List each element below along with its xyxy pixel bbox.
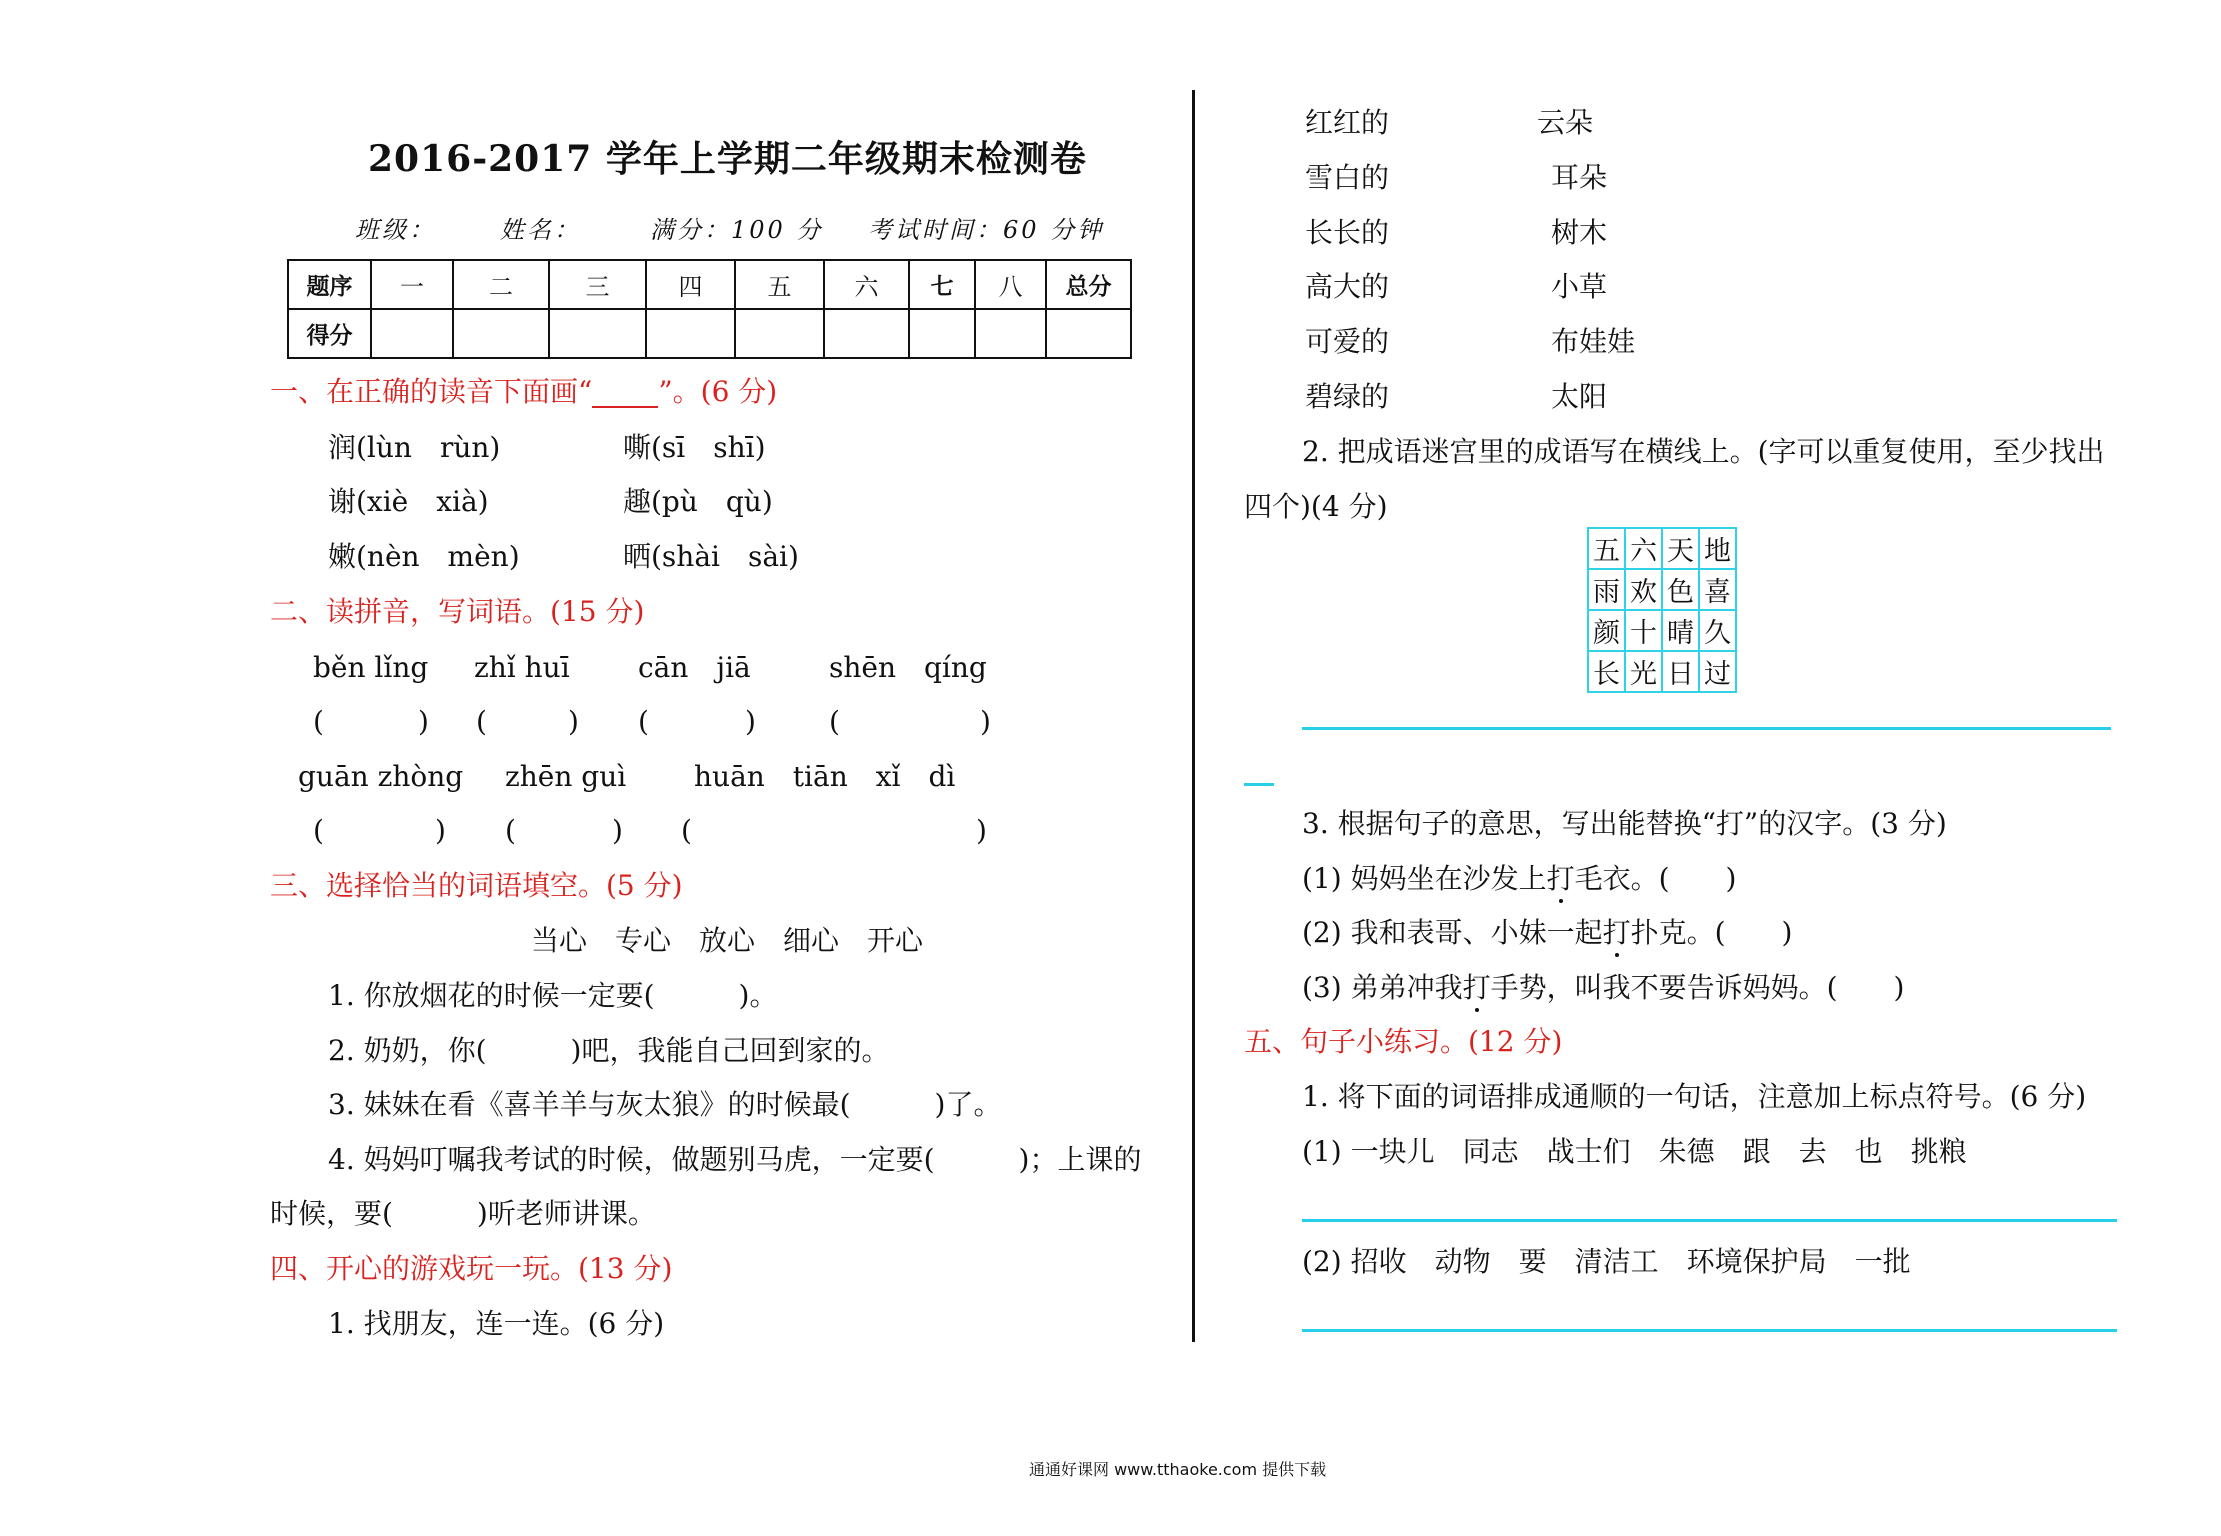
maze-cell: 颜 xyxy=(1588,610,1625,651)
answer-paren-close: ) xyxy=(612,814,623,847)
score-input-cell[interactable] xyxy=(371,309,453,358)
answer-line[interactable] xyxy=(1244,783,1274,786)
maze-cell: 喜 xyxy=(1699,569,1736,610)
match-right-word: 树木 xyxy=(1551,216,1608,249)
full-score-label: 满分：100 分 xyxy=(650,216,824,244)
reading-item: 润(lùn rùn) xyxy=(328,431,501,464)
pinyin: shēn qíng xyxy=(829,651,987,684)
maze-cell: 地 xyxy=(1699,528,1736,569)
sentence-words: (2) 招收 动物 要 清洁工 环境保护局 一批 xyxy=(1302,1245,1911,1278)
name-label: 姓名： xyxy=(500,216,581,244)
match-left-word: 高大的 xyxy=(1305,270,1390,303)
table-cell: 五 xyxy=(735,260,824,309)
column-divider xyxy=(1192,90,1195,1342)
table-cell: 三 xyxy=(549,260,646,309)
answer-paren-open: ( xyxy=(638,705,649,738)
footer-source: 通通好课网 www.tthaoke.com 提供下载 xyxy=(1029,1460,1327,1479)
maze-cell: 欢 xyxy=(1625,569,1662,610)
pinyin: zhǐ huī xyxy=(474,651,570,684)
word-options: 当心 专心 放心 细心 开心 xyxy=(531,924,924,957)
table-cell: 总分 xyxy=(1046,260,1131,309)
table-cell: 八 xyxy=(975,260,1046,309)
exam-time-label: 考试时间：60 分钟 xyxy=(868,216,1105,244)
match-left-word: 可爱的 xyxy=(1305,325,1390,358)
target-char: 打 xyxy=(1462,971,1491,1004)
match-left-word: 碧绿的 xyxy=(1305,380,1390,413)
target-char: 打 xyxy=(1602,916,1631,949)
maze-cell: 天 xyxy=(1662,528,1699,569)
answer-paren-open: ( xyxy=(476,705,487,738)
reading-item: 晒(shài sài) xyxy=(623,540,799,573)
match-right-word: 太阳 xyxy=(1551,380,1608,413)
table-cell: 一 xyxy=(371,260,453,309)
question: 2. 奶奶，你( )吧，我能自己回到家的。 xyxy=(328,1034,890,1067)
match-right-word: 耳朵 xyxy=(1551,161,1608,194)
score-table xyxy=(287,259,1132,359)
question: 1. 找朋友，连一连。(6 分) xyxy=(328,1307,665,1340)
section-1-heading xyxy=(270,376,777,408)
answer-paren-close: ) xyxy=(568,705,579,738)
question-text: (1) 妈妈坐在沙发上 xyxy=(1302,862,1547,895)
answer-paren-close: ) xyxy=(980,705,991,738)
answer-paren-open: ( xyxy=(829,705,840,738)
section-4-heading: 四、开心的游戏玩一玩。(13 分) xyxy=(270,1252,673,1285)
table-cell: 二 xyxy=(453,260,549,309)
answer-paren-open: ( xyxy=(505,814,516,847)
table-cell: 题序 xyxy=(288,260,371,309)
answer-paren-close: ) xyxy=(435,814,446,847)
maze-cell: 色 xyxy=(1662,569,1699,610)
section-2-heading: 二、读拼音，写词语。(15 分) xyxy=(270,595,645,628)
section-5-heading: 五、句子小练习。(12 分) xyxy=(1244,1025,1563,1058)
answer-paren-close: ) xyxy=(976,814,987,847)
pinyin: zhēn guì xyxy=(505,760,627,793)
question: 3. 妹妹在看《喜羊羊与灰太狼》的时候最( )了。 xyxy=(328,1088,1002,1121)
table-row xyxy=(288,260,1131,309)
maze-cell: 长 xyxy=(1588,651,1625,692)
answer-line[interactable] xyxy=(1302,727,2111,730)
section-1-heading-b: ”。(6 分) xyxy=(658,375,778,408)
class-label: 班级： xyxy=(355,216,436,244)
reading-item: 趣(pù qù) xyxy=(623,485,773,518)
match-left-word: 雪白的 xyxy=(1305,161,1390,194)
score-input-cell[interactable] xyxy=(549,309,646,358)
answer-paren-open: ( xyxy=(313,814,324,847)
question-continued: 时候，要( )听老师讲课。 xyxy=(270,1197,656,1230)
maze-row xyxy=(1588,528,1736,569)
underline-sample xyxy=(592,384,658,408)
pinyin: běn lǐng xyxy=(313,651,429,684)
score-input-cell[interactable] xyxy=(1046,309,1131,358)
maze-cell: 久 xyxy=(1699,610,1736,651)
maze-cell: 五 xyxy=(1588,528,1625,569)
target-char: 打 xyxy=(1546,862,1575,895)
score-input-cell[interactable] xyxy=(975,309,1046,358)
table-cell: 七 xyxy=(909,260,975,309)
maze-cell: 光 xyxy=(1625,651,1662,692)
score-input-cell[interactable] xyxy=(735,309,824,358)
score-input-cell[interactable] xyxy=(646,309,735,358)
question xyxy=(1302,972,1904,1004)
question: 1. 将下面的词语排成通顺的一句话，注意加上标点符号。(6 分) xyxy=(1302,1080,2087,1113)
question: 1. 你放烟花的时候一定要( )。 xyxy=(328,979,778,1012)
match-right-word: 布娃娃 xyxy=(1551,325,1636,358)
score-input-cell[interactable] xyxy=(824,309,909,358)
answer-paren-open: ( xyxy=(313,705,324,738)
maze-cell: 过 xyxy=(1699,651,1736,692)
question-text: 手势，叫我不要告诉妈妈。( ) xyxy=(1490,971,1905,1004)
question-text: (3) 弟弟冲我 xyxy=(1302,971,1463,1004)
reading-item: 嫩(nèn mèn) xyxy=(328,540,520,573)
answer-line[interactable] xyxy=(1302,1219,2117,1222)
table-cell: 六 xyxy=(824,260,909,309)
question-text: 毛衣。( ) xyxy=(1574,862,1737,895)
maze-cell: 十 xyxy=(1625,610,1662,651)
pinyin: guān zhòng xyxy=(298,760,464,793)
table-cell: 四 xyxy=(646,260,735,309)
idiom-maze xyxy=(1587,527,1737,693)
maze-row xyxy=(1588,610,1736,651)
answer-line[interactable] xyxy=(1302,1329,2117,1332)
answer-paren-close: ) xyxy=(418,705,429,738)
score-input-cell[interactable] xyxy=(453,309,549,358)
score-input-cell[interactable] xyxy=(909,309,975,358)
maze-cell: 六 xyxy=(1625,528,1662,569)
question: 4. 妈妈叮嘱我考试的时候，做题别马虎，一定要( )；上课的 xyxy=(328,1143,1142,1176)
table-row xyxy=(288,309,1131,358)
maze-cell: 晴 xyxy=(1662,610,1699,651)
question xyxy=(1302,863,1736,895)
table-cell: 得分 xyxy=(288,309,371,358)
maze-cell: 雨 xyxy=(1588,569,1625,610)
pinyin: huān tiān xǐ dì xyxy=(694,760,956,793)
question: 2. 把成语迷宫里的成语写在横线上。(字可以重复使用，至少找出 xyxy=(1302,435,2105,468)
reading-item: 谢(xiè xià) xyxy=(328,485,489,518)
match-left-word: 长长的 xyxy=(1305,216,1390,249)
section-3-heading: 三、选择恰当的词语填空。(5 分) xyxy=(270,869,683,902)
maze-row xyxy=(1588,569,1736,610)
reading-item: 嘶(sī shī) xyxy=(623,431,766,464)
page-title: 2016-2017 学年上学期二年级期末检测卷 xyxy=(368,138,1087,180)
pinyin: cān jiā xyxy=(638,651,751,684)
question: 3. 根据句子的意思，写出能替换“打”的汉字。(3 分) xyxy=(1302,807,1947,840)
match-left-word: 红红的 xyxy=(1305,106,1390,139)
question-continued: 四个)(4 分) xyxy=(1244,490,1388,523)
section-1-heading-a: 一、在正确的读音下面画“ xyxy=(270,375,593,408)
sentence-words: (1) 一块儿 同志 战士们 朱德 跟 去 也 挑粮 xyxy=(1302,1135,1967,1168)
maze-row xyxy=(1588,651,1736,692)
answer-paren-open: ( xyxy=(681,814,692,847)
maze-cell: 日 xyxy=(1662,651,1699,692)
answer-paren-close: ) xyxy=(745,705,756,738)
question-text: 扑克。( ) xyxy=(1630,916,1793,949)
question-text: (2) 我和表哥、小妹一起 xyxy=(1302,916,1603,949)
match-right-word: 小草 xyxy=(1551,270,1608,303)
question xyxy=(1302,917,1792,949)
match-right-word: 云朵 xyxy=(1537,106,1594,139)
